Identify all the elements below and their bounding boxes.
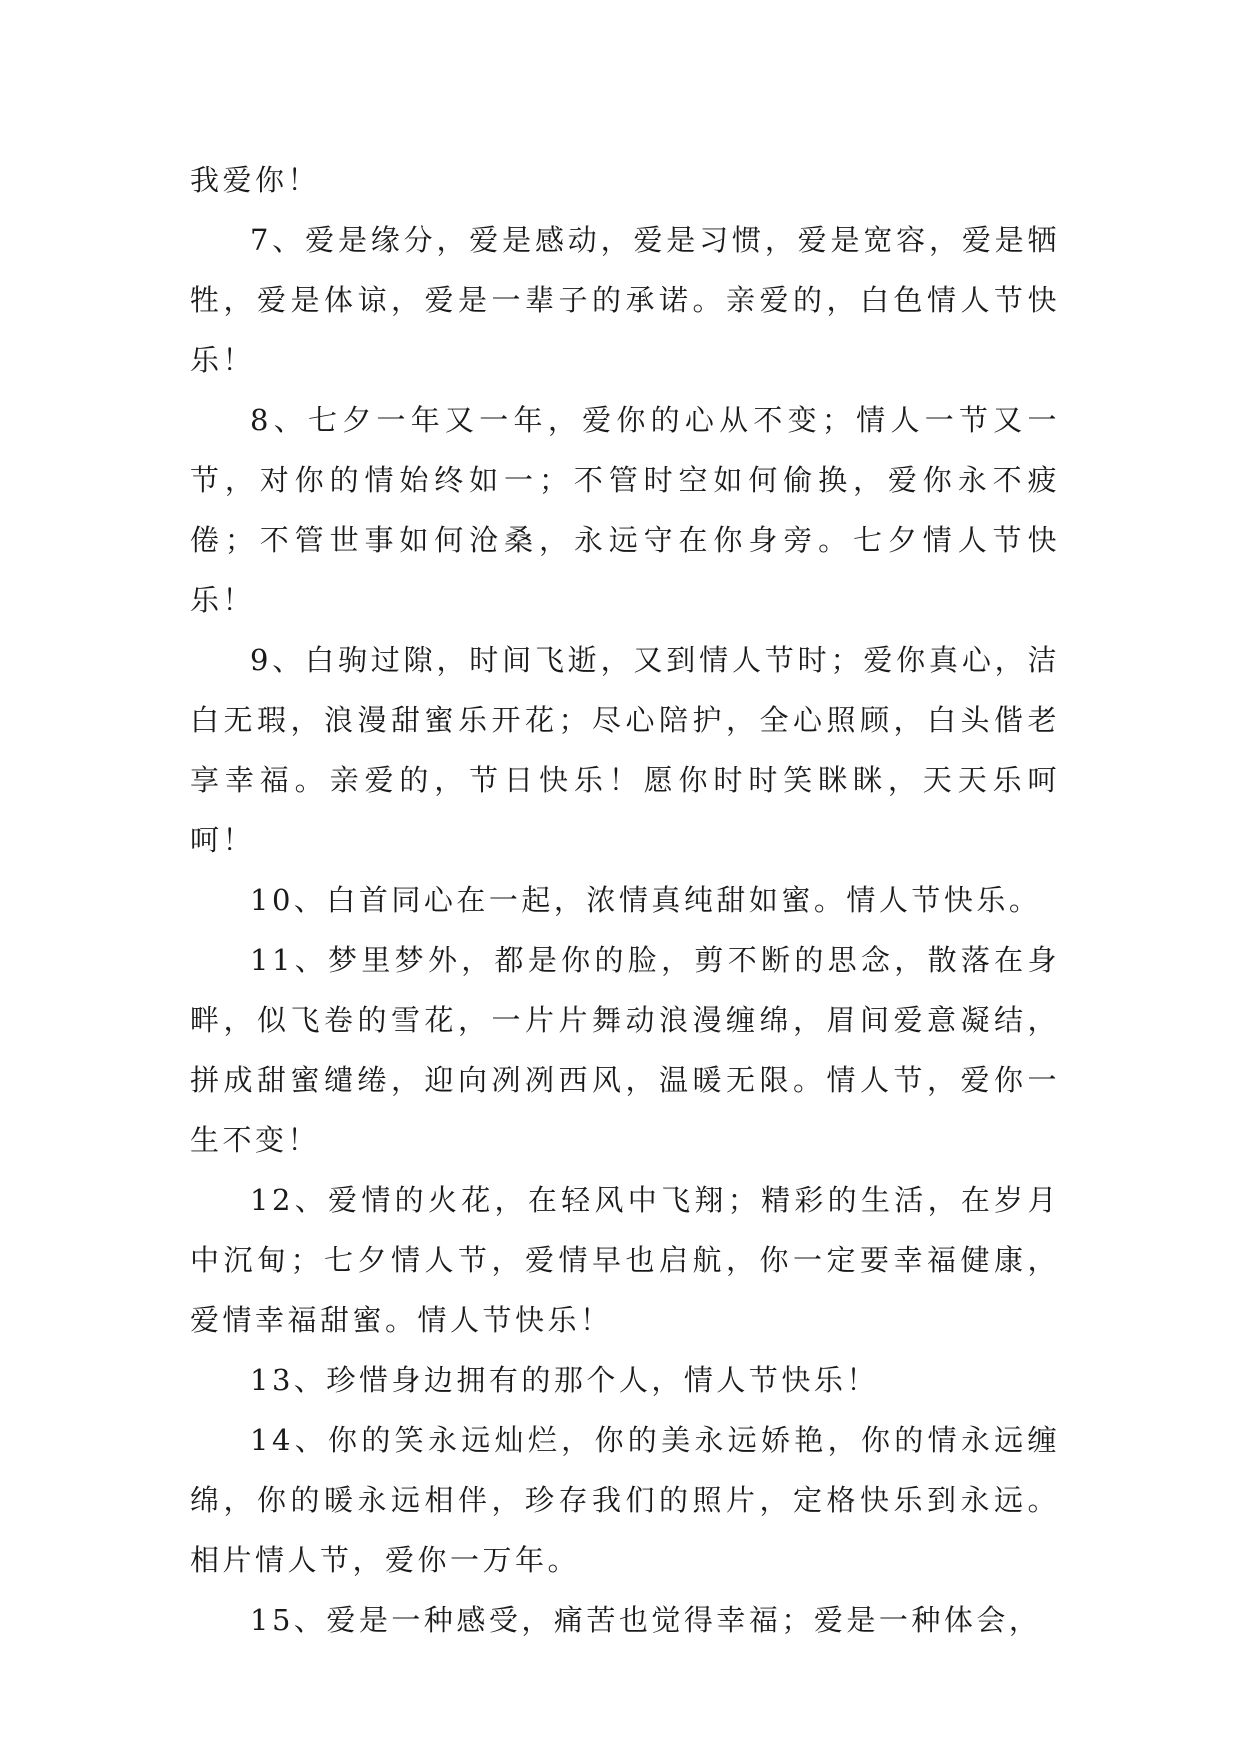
paragraph-item-13: 13、珍惜身边拥有的那个人，情人节快乐！ [250,1363,879,1397]
paragraph: 我爱你！ [190,163,321,197]
paragraph-item-11: 11、梦里梦外，都是你的脸，剪不断的思念，散落在身畔，似飞卷的雪花，一片片舞动浪漫缠绵，眉间爱意凝结，拼成甜蜜缱绻，迎向冽冽西风，温暖无限。情人节，爱你一生不变！ [190,943,1060,1157]
paragraph-item-8: 8、七夕一年又一年，爱你的心从不变；情人一节又一节，对你的情始终如一；不管时空如何偷换，爱你永不疲倦；不管世事如何沧桑，永远守在你身旁。七夕情人节快乐！ [190,403,1060,617]
paragraph-item-12: 12、爱情的火花，在轻风中飞翔；精彩的生活，在岁月中沉甸；七夕情人节，爱情早也启航，你一定要幸福健康，爱情幸福甜蜜。情人节快乐！ [190,1183,1060,1337]
paragraph-item-15: 15、爱是一种感受，痛苦也觉得幸福；爱是一种体会， [250,1603,1042,1637]
paragraph-item-7: 7、爱是缘分，爱是感动，爱是习惯，爱是宽容，爱是牺牲，爱是体谅，爱是一辈子的承诺。亲爱的，白色情人节快乐！ [190,223,1060,377]
paragraph-item-9: 9、白驹过隙，时间飞逝，又到情人节时；爱你真心，洁白无瑕，浪漫甜蜜乐开花；尽心陪护，全心照顾，白头偕老享幸福。亲爱的，节日快乐！愿你时时笑眯眯，天天乐呵呵！ [190,643,1060,857]
paragraph-item-14: 14、你的笑永远灿烂，你的美永远娇艳，你的情永远缠绵，你的暖永远相伴，珍存我们的照片，定格快乐到永远。相片情人节，爱你一万年。 [190,1423,1060,1577]
paragraph-item-10: 10、白首同心在一起，浓情真纯甜如蜜。情人节快乐。 [250,883,1042,917]
document-body [190,150,1060,1650]
